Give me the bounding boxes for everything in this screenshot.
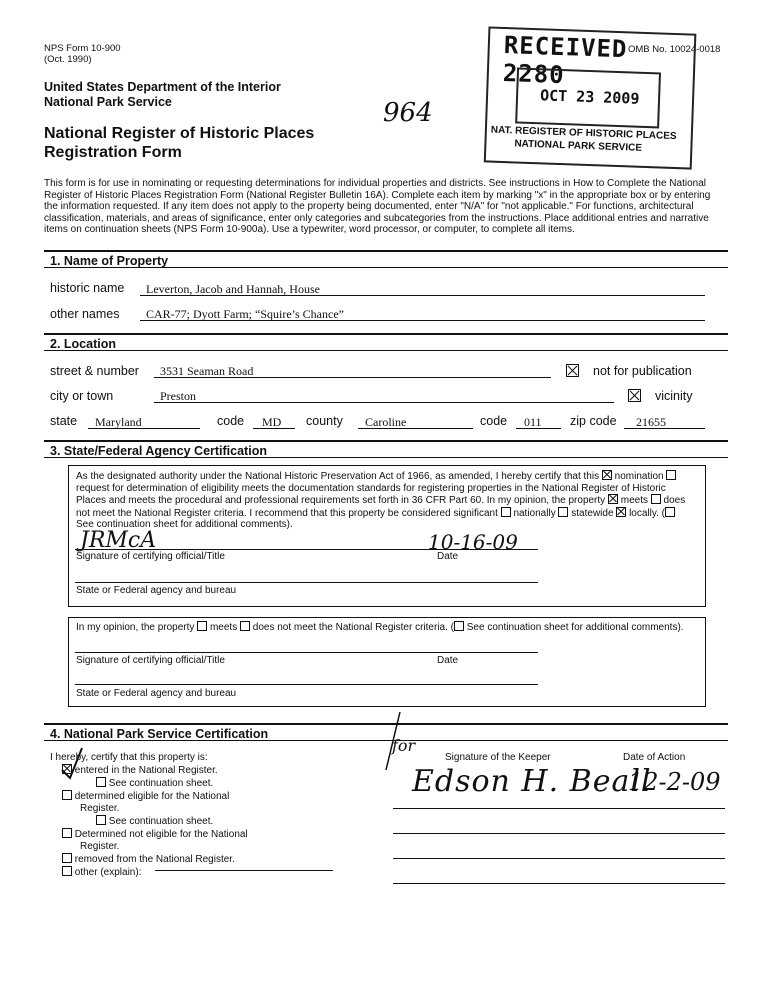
other-label: other (explain): [74,867,142,878]
certifying-signature: JRMcA [80,528,157,553]
other-names-label: other names [50,307,120,321]
removed-label: removed from the National Register. [74,854,235,865]
instruction-line: the information requested. If any item does not apply to the property being documented, enter "N/A" for "not applicable." For functions, architectural [44,201,694,212]
city-label: city or town [50,389,114,403]
form-number: NPS Form 10-900 [44,43,121,54]
stamp-line1: NAT. REGISTER OF HISTORIC PLACES [490,124,677,143]
eligible-label: determined eligible for the National [74,791,230,802]
signature-2-label: Signature of certifying official/Title [76,655,225,666]
zip-value[interactable]: 21655 [636,415,666,429]
section-2-heading: 2. Location [44,333,728,351]
instruction-line: classification, materials, and areas of significance, enter only categories and subcategories from the instructions. Place additional entries and narrative [44,212,709,224]
cert-line-1: As the designated authority under the National Historic Preservation Act of 1966, as amended, I hereby certify that this [76,471,600,482]
section-4-heading: 4. National Park Service Certification [44,723,728,741]
eligible-continuation-label: See continuation sheet. [108,816,214,827]
county-label: county [306,414,343,428]
pen-stroke [386,712,400,770]
omb-number: OMB No. 10024-0018 [628,44,721,55]
certifying-date: 10-16-09 [428,530,518,554]
handwritten-reference: 964 [383,98,433,128]
signature-label: Signature of certifying official/Title [76,551,225,562]
cert-line-3: Places and meets the procedural and professional requirements set forth in 36 CFR Part 60. In my opinion, the property [76,495,606,506]
code-label: code [217,414,245,428]
stamp-date: OCT 23 2009 [539,86,640,108]
meets-label: meets [620,495,648,506]
street-label: street & number [50,364,139,378]
does-label: does [663,495,686,506]
nationally-label: nationally [513,507,556,519]
bureau-2-label: State or Federal agency and bureau [76,688,237,699]
vicinity-label: vicinity [655,389,693,403]
keeper-signature: Edson H. Beall [412,764,652,799]
for-mark: for [392,736,416,755]
street-value[interactable]: 3531 Seaman Road [160,364,254,378]
cert-line-4: not meet the National Register criteria. I recommend that this property be considered significant [76,507,498,519]
state-label: state [50,414,78,428]
form-title-2: Registration Form [44,144,182,161]
section-1-heading: 1. Name of Property [44,250,728,268]
department: United States Department of the Interior [44,80,281,94]
state-code-value[interactable]: MD [262,415,282,429]
checkmark-stroke [62,748,82,778]
not-eligible-label-2: Register. [80,841,120,852]
opinion-meets-label: meets [209,622,238,633]
opinion-continuation-label: See continuation sheet for additional comments). [466,622,684,633]
nps-intro: I hereby, certify that this property is: [50,752,208,763]
instruction-line: items on continuation sheets (NPS Form 10-900a). Use a typewriter, word processor, or computer, to complete all items. [44,224,575,235]
keeper-label: Signature of the Keeper [445,752,551,763]
state-value[interactable]: Maryland [95,415,142,429]
nomination-label: nomination [614,471,664,482]
other-names-value[interactable]: CAR-77; Dyott Farm; “Squire’s Chance” [146,307,344,321]
bureau-label: State or Federal agency and bureau [76,585,237,596]
historic-name-label: historic name [50,281,125,295]
eligible-label-2: Register. [80,803,120,814]
opinion-line: In my opinion, the property [76,622,195,633]
zip-label: zip code [570,414,617,428]
county-value[interactable]: Caroline [365,415,407,429]
section-3-heading: 3. State/Federal Agency Certification [44,440,728,458]
action-date-label: Date of Action [623,752,686,763]
not-for-publication-label: not for publication [593,364,692,378]
form-title-1: National Register of Historic Places [44,125,315,142]
county-code-label: code [480,414,508,428]
cert-line-2: request for determination of eligibility meets the documentation standards for registering properties in the National Register of Historic [76,482,666,494]
stamp-received: RECEIVED 2280 [502,31,628,90]
form-date: (Oct. 1990) [44,54,92,65]
entered-label: entered in the National Register. [74,765,218,776]
stamp-line2: NATIONAL PARK SERVICE [514,138,643,154]
statewide-label: statewide [571,507,614,519]
locally-label: locally. ( [629,507,666,519]
entered-continuation-label: See continuation sheet. [108,778,214,789]
county-code-value[interactable]: 011 [524,415,542,429]
service: National Park Service [44,95,172,109]
instruction-line: This form is for use in nominating or requesting determinations for individual properties and districts. See instructions in How to Complete the National [44,178,706,189]
cert-line-5: See continuation sheet for additional comments). [76,519,293,530]
not-eligible-label: Determined not eligible for the National [74,829,248,840]
date-2-label: Date [437,655,459,666]
date-label: Date [437,551,459,562]
action-date: 12-2-09 [628,768,721,796]
city-value[interactable]: Preston [160,389,196,403]
opinion-not-meet-label: does not meet the National Register criteria. ( [252,622,454,633]
historic-name-value[interactable]: Leverton, Jacob and Hannah, House [146,282,320,296]
instruction-line: Register of Historic Places Registration Form (National Register Bulletin 16A). Complete each item by marking "x" in the appropriate box or by entering [44,189,711,201]
